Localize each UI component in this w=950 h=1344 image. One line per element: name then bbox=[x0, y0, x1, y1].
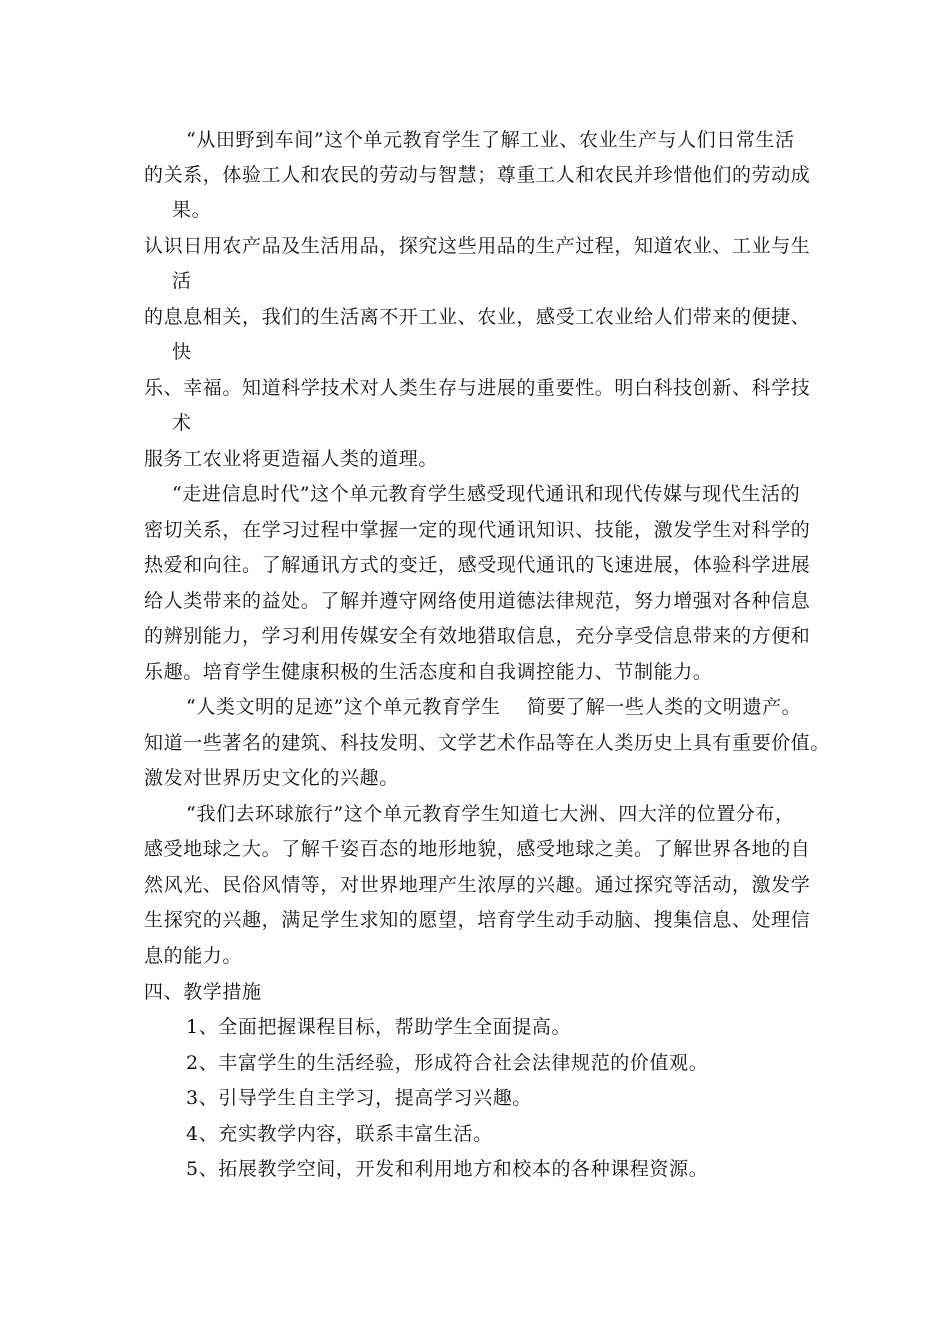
paragraph-line: 的关系，体验工人和农民的劳动与智慧；尊重工人和农民并珍惜他们的劳动成 bbox=[144, 164, 811, 186]
paragraph-line: 乐、幸福。知道科学技术对人类生存与进展的重要性。明白科技创新、科学技 bbox=[144, 377, 811, 399]
list-item: 3、引导学生自主学习，提高学习兴趣。 bbox=[186, 1087, 532, 1109]
section-heading: 四、教学措施 bbox=[144, 981, 262, 1003]
paragraph-line: 热爱和向往。了解通讯方式的变迁，感受现代通讯的飞速进展，体验科学进展 bbox=[144, 554, 811, 576]
paragraph-line: 的辨别能力，学习利用传媒安全有效地猎取信息，充分享受信息带来的方便和 bbox=[144, 625, 811, 647]
list-item: 5、拓展教学空间，开发和利用地方和校本的各种课程资源。 bbox=[186, 1158, 709, 1180]
paragraph-line: 认识日用农产品及生活用品，探究这些用品的生产过程，知道农业、工业与生 bbox=[144, 235, 811, 257]
paragraph-line: 果。 bbox=[172, 199, 212, 221]
paragraph-line: “人类文明的足迹”这个单元教育学生 简要了解一些人类的文明遗产。 bbox=[186, 696, 802, 718]
list-item: 1、全面把握课程目标，帮助学生全面提高。 bbox=[186, 1016, 572, 1038]
list-item: 4、充实教学内容，联系丰富生活。 bbox=[186, 1123, 493, 1145]
paragraph-line: 快 bbox=[172, 341, 192, 363]
paragraph-line: 术 bbox=[172, 412, 192, 434]
paragraph-line: “从田野到车间”这个单元教育学生了解工业、农业生产与人们日常生活 bbox=[186, 129, 795, 151]
paragraph-line: 密切关系，在学习过程中掌握一定的现代通讯知识、技能，激发学生对科学的 bbox=[144, 519, 811, 541]
paragraph-line: 活 bbox=[172, 270, 192, 292]
paragraph-line: 激发对世界历史文化的兴趣。 bbox=[144, 767, 399, 789]
paragraph-line: 乐趣。培育学生健康积极的生活态度和自我调控能力、节制能力。 bbox=[144, 661, 713, 683]
paragraph-line: 给人类带来的益处。了解并遵守网络使用道德法律规范，努力增强对各种信息 bbox=[144, 590, 811, 612]
paragraph-line: 息的能力。 bbox=[144, 945, 243, 967]
paragraph-line: “我们去环球旅行”这个单元教育学生知道七大洲、四大洋的位置分布， bbox=[186, 803, 795, 825]
list-item: 2、丰富学生的生活经验，形成符合社会法律规范的价值观。 bbox=[186, 1052, 709, 1074]
paragraph-line: 生探究的兴趣，满足学生求知的愿望，培育学生动手动脑、搜集信息、处理信 bbox=[144, 909, 811, 931]
paragraph-line: 知道一些著名的建筑、科技发明、文学艺术作品等在人类历史上具有重要价值。 bbox=[144, 732, 831, 754]
paragraph-line: “走进信息时代”这个单元教育学生感受现代通讯和现代传媒与现代生活的 bbox=[172, 483, 801, 505]
paragraph-line: 服务工农业将更造福人类的道理。 bbox=[144, 448, 439, 470]
paragraph-line: 感受地球之大。了解千姿百态的地形地貌，感受地球之美。了解世界各地的自 bbox=[144, 838, 811, 860]
paragraph-line: 的息息相关，我们的生活离不开工业、农业，感受工农业给人们带来的便捷、 bbox=[144, 306, 811, 328]
paragraph-line: 然风光、民俗风情等，对世界地理产生浓厚的兴趣。通过探究等活动，激发学 bbox=[144, 874, 811, 896]
